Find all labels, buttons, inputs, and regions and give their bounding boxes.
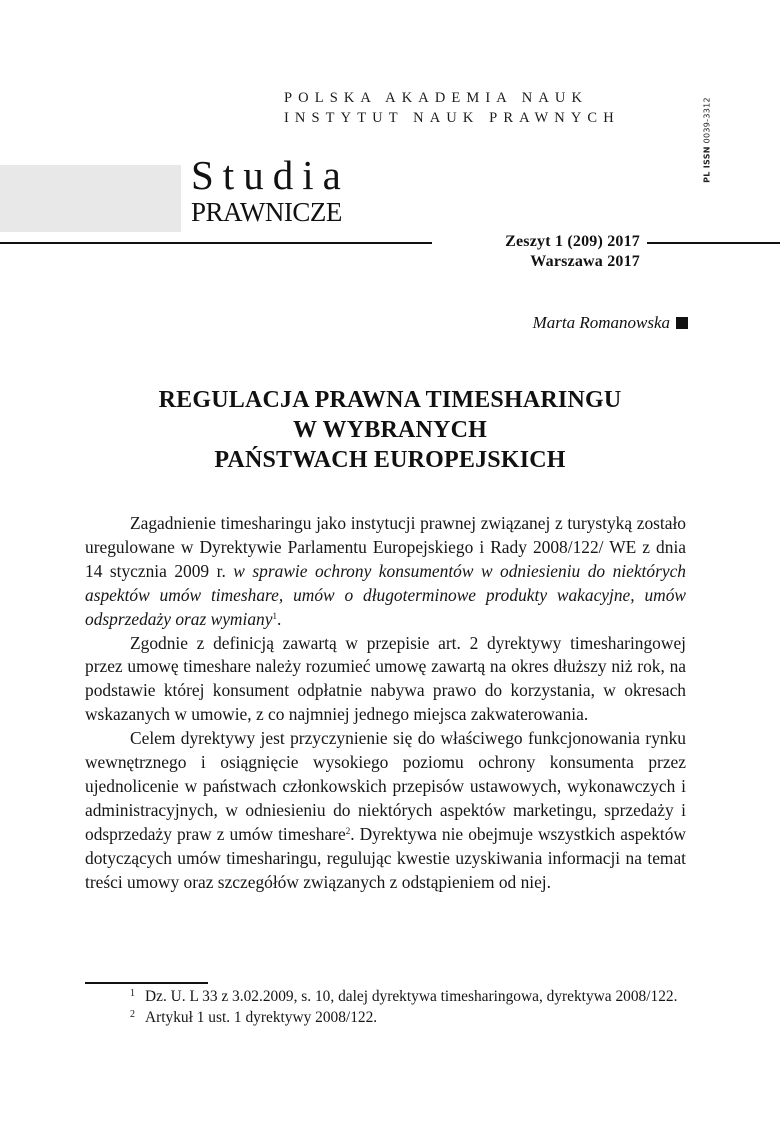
- paragraph-text: Celem dyrektywy jest przyczynienie się do właściwego funkcjonowania rynku wewnętrznego i osiągnięcie wysokiego poziomu ochrony konsumenta przez ujednolicenie w państwach członkowskich przepisów ustawowych, wykonawczych i administracyjnych, w odniesieniu do niektórych aspektów marketingu, sprzedaży i odsprzedaży praw z umów timeshare: [85, 728, 686, 844]
- article-author: [533, 313, 688, 333]
- journal-title: Studia: [191, 152, 350, 198]
- title-line: PAŃSTWACH EUROPEJSKICH: [214, 447, 566, 473]
- header-rule-left: [0, 242, 432, 244]
- directive-title-italic: w sprawie ochrony konsumentów w odniesieniu do niektórych aspektów umów timeshare, umów o długoterminowe produkty wakacyjne, umów odsprzedaży oraz wymiany: [85, 560, 686, 629]
- author-name: Marta Romanowska: [532, 313, 670, 332]
- article-body: [85, 512, 686, 895]
- paragraph-text: Zagadnienie timesharingu jako instytucji prawnej związanej z turystyką zostało uregulowane w Dyrektywie Parlamentu Europejskiego i Rady 2008/122/ WE z dnia 14 stycznia 2009 r.: [85, 513, 686, 581]
- issue-place-year: Warszawa 2017: [530, 253, 640, 270]
- footnote-text: Artykuł 1 ust. 1 dyrektywy 2008/122.: [145, 1008, 378, 1026]
- issn-prefix: PL ISSN: [702, 146, 712, 183]
- issn-number: 0039-3312: [702, 97, 712, 144]
- footnote: [85, 1008, 686, 1029]
- footnote-number: 1: [130, 988, 135, 999]
- title-line: W WYBRANYCH: [292, 417, 487, 443]
- institution-name-academy: POLSKA AKADEMIA NAUK: [284, 90, 589, 106]
- footnote-ref[interactable]: 1: [272, 610, 277, 621]
- footnote-ref[interactable]: 2: [345, 825, 351, 836]
- body-paragraph: Zgodnie z definicją zawartą w przepisie art. 2 dyrektywy timesharingowej przez umowę timeshare należy rozumieć umowę zawartą na okres dłuższy niż rok, na podstawie której konsument odpłatnie nabywa prawo do korzystania, w okresach wskazanych w umowie, z co najmniej jednego miejsca zakwaterowania.: [85, 632, 686, 725]
- body-paragraph: [85, 727, 686, 894]
- footnote-separator: [85, 982, 208, 984]
- footnote-number: 2: [130, 1008, 135, 1020]
- author-marker-square-icon: [676, 317, 688, 329]
- journal-subtitle: PRAWNICZE: [191, 197, 342, 227]
- footnote: [85, 987, 686, 1008]
- footnotes: [85, 987, 686, 1028]
- header-rule-right: [647, 242, 780, 244]
- issn-label: [700, 92, 714, 188]
- paragraph-text: . Dyrektywa nie obejmuje wszystkich aspektów dotyczących umów timesharingu, regulując kwestie uzyskiwania informacji na temat treści umowy oraz szczegółów związanych z odstąpieniem od niej.: [85, 823, 686, 892]
- article-title: [80, 385, 700, 475]
- body-paragraph: [85, 512, 686, 632]
- paragraph-text: .: [276, 608, 282, 629]
- institution-name-institute: INSTYTUT NAUK PRAWNYCH: [284, 110, 620, 126]
- journal-decor-box: [0, 165, 181, 232]
- title-line: REGULACJA PRAWNA TIMESHARINGU: [158, 387, 622, 413]
- footnote-text: Dz. U. L 33 z 3.02.2009, s. 10, dalej dyrektywa timesharingowa, dyrektywa 2008/122.: [145, 988, 678, 1005]
- issue-number: Zeszyt 1 (209) 2017: [505, 233, 640, 250]
